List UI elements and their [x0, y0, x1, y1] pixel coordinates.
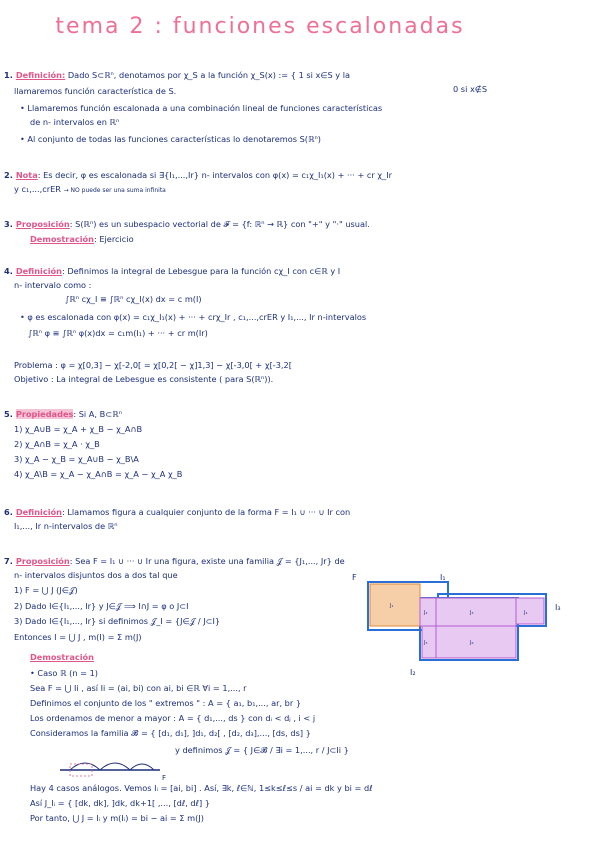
note2-text2: y c₁,...,crER — [14, 184, 61, 194]
def4-number: 4. — [4, 266, 13, 276]
prop7-text: : Sea F = I₁ ∪ ··· ∪ Ir una figura, existe una familia 𝒥 = {J₁,..., Jr} de — [69, 556, 345, 566]
figure-diagram — [350, 570, 570, 680]
prop7-c8: Así J_Iᵢ = { [dk, dk], ]dk, dk+1[ ,..., [dℓ, dℓ] } — [30, 798, 211, 808]
prop5-label: Propiedades — [15, 409, 74, 419]
label-I2: I₂ — [410, 668, 416, 677]
label-J3: J₃ — [470, 610, 474, 616]
prop3-demo — [30, 234, 134, 245]
interval-arc-3 — [130, 764, 154, 770]
subinterval-J3 — [436, 598, 516, 626]
prop7-c7: Hay 4 casos análogos. Vemos Iᵢ = [ai, bi] . Así, ∃k, ℓ∈ℕ, 1≤k≤ℓ≤s / ai = dk y bi = dℓ — [30, 783, 373, 793]
prop5-item3: 3) χ_A − χ_B = χ_A∪B − χ_B\A — [14, 454, 139, 464]
def4-problem: Problema : φ = χ[0,3] − χ[-2,0[ = χ[0,2[ − χ]1,3] − χ[-3,0[ + χ[-3,2[ — [14, 360, 292, 370]
subinterval-J2 — [420, 598, 436, 626]
def4-text: : Definimos la integral de Lebesgue para la función cχ_I con c∈ℝ y I — [61, 266, 341, 276]
label-J5: J₅ — [424, 640, 428, 646]
def1-bullet2: • Al conjunto de todas las funciones características lo denotaremos S(ℝⁿ) — [20, 134, 321, 144]
def1-label: Definición: — [15, 70, 66, 80]
def1-bullet1: • Llamaremos función escalonada a una combinación lineal de funciones características — [20, 103, 383, 113]
subinterval-J4 — [516, 598, 544, 624]
prop3-number: 3. — [4, 219, 13, 229]
def4-bullet1: • φ es escalonada con φ(x) = c₁χ_I₁(x) + ··· + crχ_Ir , c₁,...,crER y I₁,..., Ir n-intervalos — [20, 312, 367, 322]
page-title: tema 2 : funciones escalonadas — [55, 14, 465, 39]
prop7-item1: 1) F = ⋃ J (J∈𝒥) — [14, 585, 78, 595]
def4-line2: n- intervalo como : — [14, 280, 92, 290]
prop7-demo-label — [30, 652, 94, 663]
prop5-item4: 4) χ_A\B = χ_A − χ_A∩B = χ_A − χ_A χ_B — [14, 469, 183, 479]
prop5-line0 — [4, 409, 122, 420]
prop7-c6: y definimos 𝒥 = { J∈𝓑 / ∃i = 1,..., r / J⊂Ii } — [175, 745, 349, 755]
number-line-label: F — [162, 774, 167, 782]
prop7-conclusion: Entonces I = ⋃ J , m(I) = Σ m(J) — [14, 632, 142, 642]
prop3-demo-text: : Ejercicio — [93, 234, 134, 244]
prop7-item3: 3) Dado I∈{I₁,..., Ir} si definimos 𝒥_I = {J∈𝒥 / J⊂I} — [14, 616, 221, 626]
label-J4: J₄ — [524, 610, 528, 616]
prop7-c5: Consideramos la familia 𝓑 = { [d₁, d₁], ]d₁, d₂[ , [d₂, d₃],..., [ds, ds] } — [30, 728, 311, 738]
note2-label: Nota — [15, 170, 38, 180]
def6-line1 — [4, 507, 350, 518]
def1-line1 — [4, 70, 350, 81]
prop7-case: • Caso ℝ (n = 1) — [30, 668, 98, 678]
note2-text: : Es decir, φ es escalonada si ∃{I₁,...,Ir} n- intervalos con φ(x) = c₁χ_I₁(x) + ··· + cr χ_Ir — [37, 170, 392, 180]
def1-line2: llamaremos función característica de S. — [14, 86, 177, 96]
def4-label: Definición — [15, 266, 62, 276]
note2-annotation: → NO puede ser una suma infinita — [63, 187, 166, 194]
def1-number: 1. — [4, 70, 13, 80]
def6-number: 6. — [4, 507, 13, 517]
label-F: F — [352, 573, 357, 582]
number-line-sketch — [60, 758, 170, 782]
label-J6: J₆ — [470, 640, 474, 646]
note2-number: 2. — [4, 170, 13, 180]
subinterval-J6 — [436, 626, 516, 658]
def1-text: Dado S⊂ℝⁿ, denotamos por χ_S a la función χ_S(x) := { 1 si x∈S y la — [67, 70, 351, 80]
prop7-demo: Demostración — [30, 652, 94, 662]
def6-text: : Llamamos figura a cualquier conjunto de la forma F = I₁ ∪ ··· ∪ Ir con — [61, 507, 351, 517]
label-I3: I₃ — [555, 603, 561, 612]
label-I1: I₁ — [440, 573, 446, 582]
prop7-number: 7. — [4, 556, 13, 566]
prop7-item2: 2) Dado I∈{I₁,..., Ir} y J∈𝒥 ⟹ I∩J = φ o J⊂I — [14, 601, 189, 611]
def1-case2: 0 si x∉S — [453, 84, 488, 94]
prop7-line2: n- intervalos disjuntos dos a dos tal que — [14, 570, 178, 580]
prop7-c3: Definimos el conjunto de los " extremos " : A = { a₁, b₁,..., ar, br } — [30, 698, 302, 708]
prop7-label: Proposición — [15, 556, 70, 566]
prop7-c2: Sea F = ⋃ Ii , así Ii = (ai, bi) con ai, bi ∈ℝ ∀i = 1,..., r — [30, 683, 247, 693]
def6-line2: I₁,..., Ir n-intervalos de ℝⁿ — [14, 521, 118, 531]
prop5-item2: 2) χ_A∩B = χ_A · χ_B — [14, 439, 100, 449]
def4-objective: Objetivo : La integral de Lebesgue es consistente ( para S(ℝⁿ)). — [14, 374, 274, 384]
prop7-line1 — [4, 556, 345, 567]
prop5-text: : Si A, B⊂ℝⁿ — [73, 409, 122, 419]
interval-arc-2 — [100, 763, 130, 770]
def4-integral: ∫ℝⁿ cχ_I ≡ ∫ℝⁿ cχ_I(x) dx = c m(I) — [65, 294, 202, 304]
def1-bullet1b: de n- intervalos en ℝⁿ — [30, 117, 120, 127]
def6-label: Definición — [15, 507, 62, 517]
def4-bullet2: ∫ℝⁿ φ ≡ ∫ℝⁿ φ(x)dx = c₁m(I₁) + ··· + cr m(Ir) — [28, 328, 208, 338]
note2-line1 — [4, 170, 392, 181]
prop7-c4: Los ordenamos de menor a mayor : A = { d₁,..., ds } con dᵢ < dⱼ , i < j — [30, 713, 316, 723]
def4-line1 — [4, 266, 340, 277]
prop3-line1 — [4, 219, 370, 230]
label-J1: J₁ — [390, 603, 394, 609]
prop3-demo-label: Demostración — [30, 234, 94, 244]
prop3-label: Proposición — [15, 219, 70, 229]
label-J2: J₂ — [424, 610, 428, 616]
note2-line2 — [14, 184, 166, 196]
prop5-item1: 1) χ_A∪B = χ_A + χ_B − χ_A∩B — [14, 424, 143, 434]
prop7-c9: Por tanto, ⋃ J = Iᵢ y m(Iᵢ) = bi − ai = Σ m(J) — [30, 813, 204, 823]
prop3-text: : S(ℝⁿ) es un subespacio vectorial de 𝓕 = {f: ℝⁿ → ℝ} con "+" y "·" usual. — [69, 219, 370, 229]
prop5-number: 5. — [4, 409, 13, 419]
subinterval-J1 — [370, 584, 420, 626]
